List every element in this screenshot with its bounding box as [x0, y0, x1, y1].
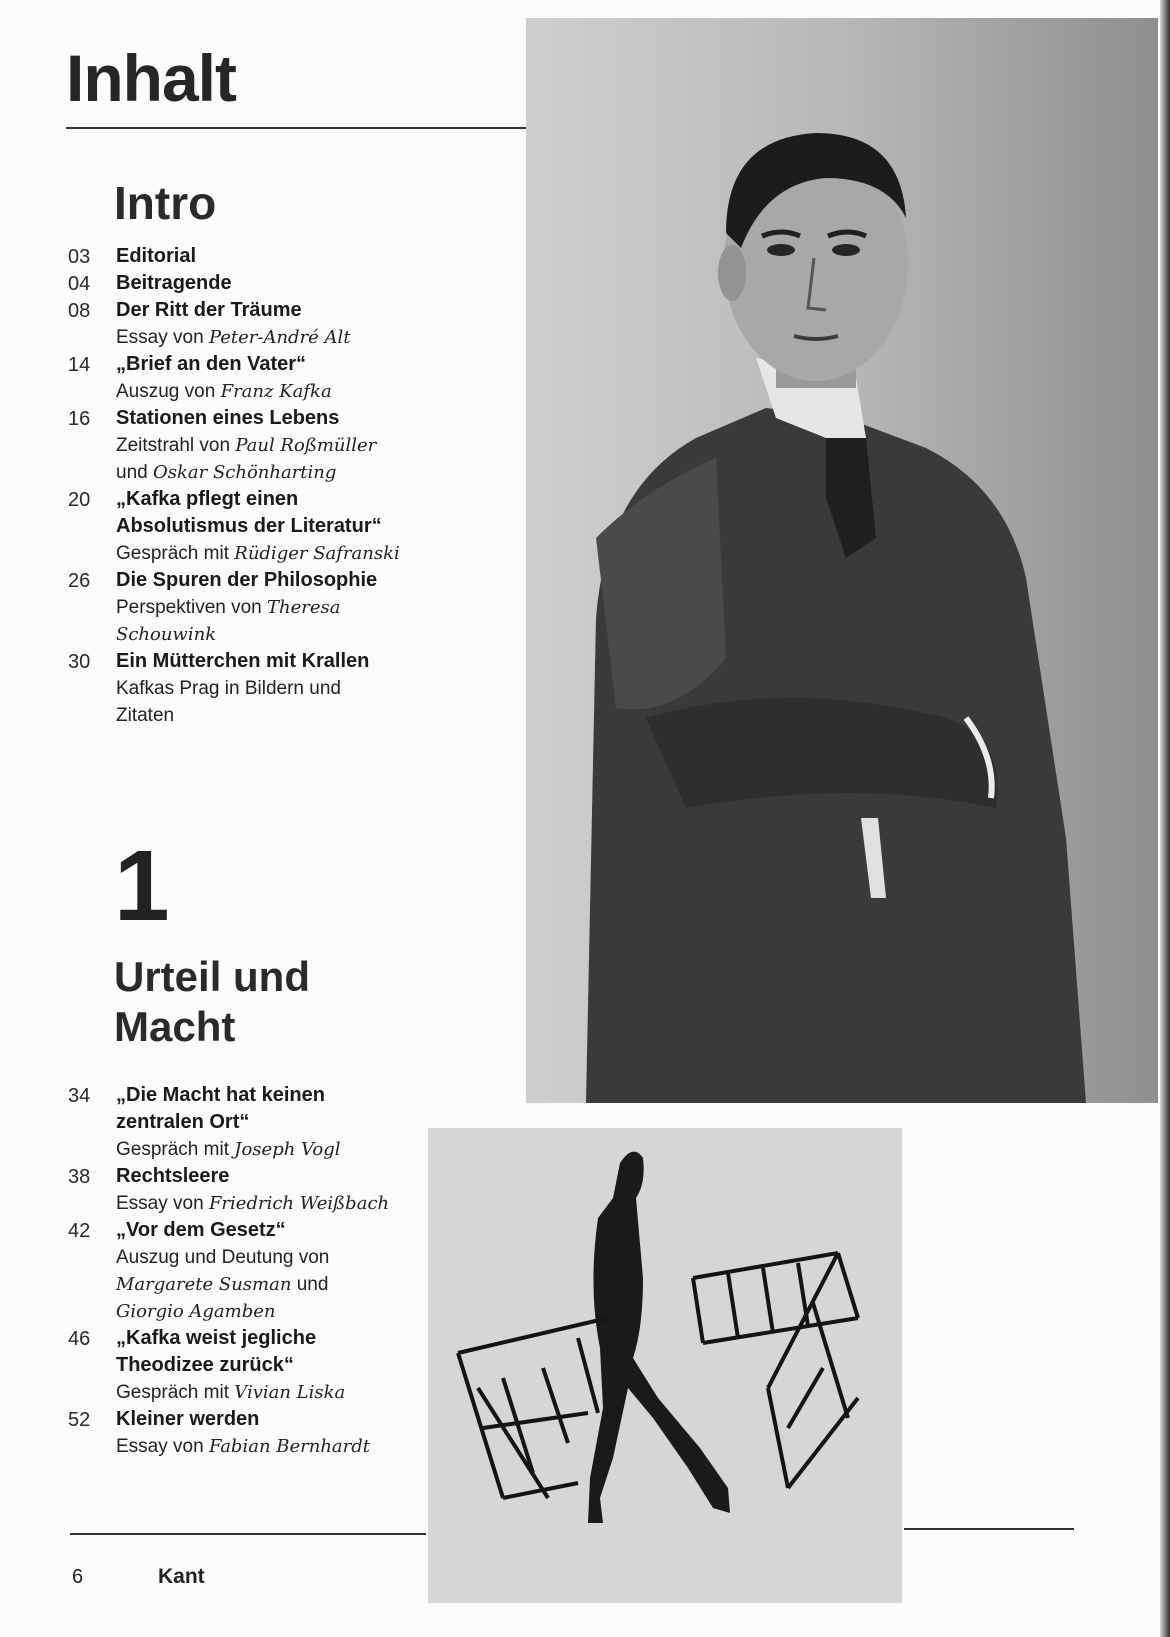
toc-entry-title: Rechtsleere	[116, 1165, 230, 1187]
section-title: Urteil und Macht	[114, 953, 310, 1050]
toc-entry-title: Beitragende	[116, 272, 232, 294]
intro-toc-list	[68, 243, 428, 729]
author-name: Paul Roßmüller	[235, 435, 377, 456]
toc-page-number: 14	[68, 354, 91, 376]
toc-entry-title: „Kafka pflegt einen Absolutismus der Literatur“	[116, 488, 382, 537]
toc-entry-description: Auszug und Deutung von Margarete Susman und Giorgio Agamben	[116, 1247, 330, 1322]
toc-page-number: 52	[68, 1409, 91, 1431]
toc-entry-description: Essay von Friedrich Weißbach	[116, 1193, 390, 1214]
toc-entry-description: Zeitstrahl von Paul Roßmüller	[116, 435, 377, 456]
footer-magazine-name: Kant	[158, 1565, 205, 1588]
footer-divider	[904, 1528, 1074, 1530]
toc-entry-title: „Die Macht hat keinen zentralen Ort“	[116, 1084, 325, 1133]
author-name: Joseph Vogl	[234, 1139, 341, 1160]
toc-page-number: 08	[68, 300, 91, 322]
toc-page-number: 34	[68, 1085, 91, 1107]
toc-entry[interactable]	[68, 1406, 428, 1460]
toc-entry[interactable]	[68, 1217, 428, 1325]
drawing-svg	[428, 1128, 902, 1603]
toc-page-number: 38	[68, 1166, 91, 1188]
title-divider	[66, 127, 532, 129]
toc-entry[interactable]	[68, 405, 428, 486]
page-title: Inhalt	[66, 41, 236, 115]
toc-entry[interactable]	[68, 297, 428, 351]
toc-page-number: 03	[68, 246, 91, 268]
author-name: Giorgio Agamben	[116, 1301, 276, 1322]
toc-entry-description: Gespräch mit Joseph Vogl	[116, 1139, 341, 1160]
toc-entry[interactable]	[68, 1082, 428, 1163]
toc-entry[interactable]	[68, 486, 428, 567]
toc-entry-title: „Vor dem Gesetz“	[116, 1219, 286, 1241]
toc-entry[interactable]	[68, 243, 428, 270]
toc-entry-description: Essay von Fabian Bernhardt	[116, 1436, 371, 1457]
author-name: Rüdiger Safranski	[234, 543, 400, 564]
author-name: Margarete Susman	[116, 1274, 292, 1295]
toc-page-number: 04	[68, 273, 91, 295]
toc-entry-description: Auszug von Franz Kafka	[116, 381, 332, 402]
toc-entry[interactable]	[68, 351, 428, 405]
author-name: Theresa Schouwink	[116, 597, 341, 645]
toc-entry-title: Die Spuren der Philosophie	[116, 569, 378, 591]
toc-entry-title: Der Ritt der Träume	[116, 299, 302, 321]
toc-page-number: 42	[68, 1220, 91, 1242]
section1-toc-list	[68, 1082, 428, 1460]
toc-entry-title: Ein Mütterchen mit Krallen	[116, 650, 370, 672]
toc-entry[interactable]	[68, 270, 428, 297]
toc-entry-title: Stationen eines Lebens	[116, 407, 340, 429]
portrait-photo	[526, 18, 1158, 1103]
toc-entry-description: Kafkas Prag in Bildern und Zitaten	[116, 678, 341, 726]
footer-divider	[70, 1533, 426, 1535]
toc-entry[interactable]	[68, 1325, 428, 1406]
footer-page-number: 6	[72, 1566, 84, 1588]
toc-entry-title: Kleiner werden	[116, 1408, 260, 1430]
toc-entry[interactable]	[68, 567, 428, 648]
author-name: Vivian Liska	[234, 1382, 346, 1403]
toc-entry-title: „Brief an den Vater“	[116, 353, 307, 375]
toc-page-number: 20	[68, 489, 91, 511]
toc-entry-description: und Oskar Schönharting	[116, 462, 337, 483]
author-name: Friedrich Weißbach	[208, 1193, 390, 1214]
toc-entry-description: Gespräch mit Rüdiger Safranski	[116, 543, 400, 564]
section-number: 1	[114, 830, 170, 942]
author-name: Oskar Schönharting	[152, 462, 337, 483]
toc-entry-description: Essay von Peter-André Alt	[116, 327, 351, 348]
intro-section-title: Intro	[114, 177, 217, 229]
author-name: Peter-André Alt	[208, 327, 351, 348]
portrait-illustration	[526, 18, 1158, 1103]
toc-entry-title: Editorial	[116, 245, 197, 267]
toc-page-number: 26	[68, 570, 91, 592]
toc-entry-description: Gespräch mit Vivian Liska	[116, 1382, 346, 1403]
toc-page-number: 46	[68, 1328, 91, 1350]
toc-page-number: 16	[68, 408, 91, 430]
toc-entry[interactable]	[68, 1163, 428, 1217]
author-name: Franz Kafka	[220, 381, 332, 402]
toc-entry-title: „Kafka weist jegliche Theodizee zurück“	[116, 1327, 317, 1376]
toc-entry[interactable]	[68, 648, 428, 729]
toc-entry-description: Perspektiven von Theresa Schouwink	[116, 597, 341, 645]
toc-page-number: 30	[68, 651, 91, 673]
page-edge-shadow	[1160, 0, 1170, 1637]
author-name: Fabian Bernhardt	[208, 1436, 371, 1457]
ink-drawing-illustration	[428, 1128, 902, 1603]
